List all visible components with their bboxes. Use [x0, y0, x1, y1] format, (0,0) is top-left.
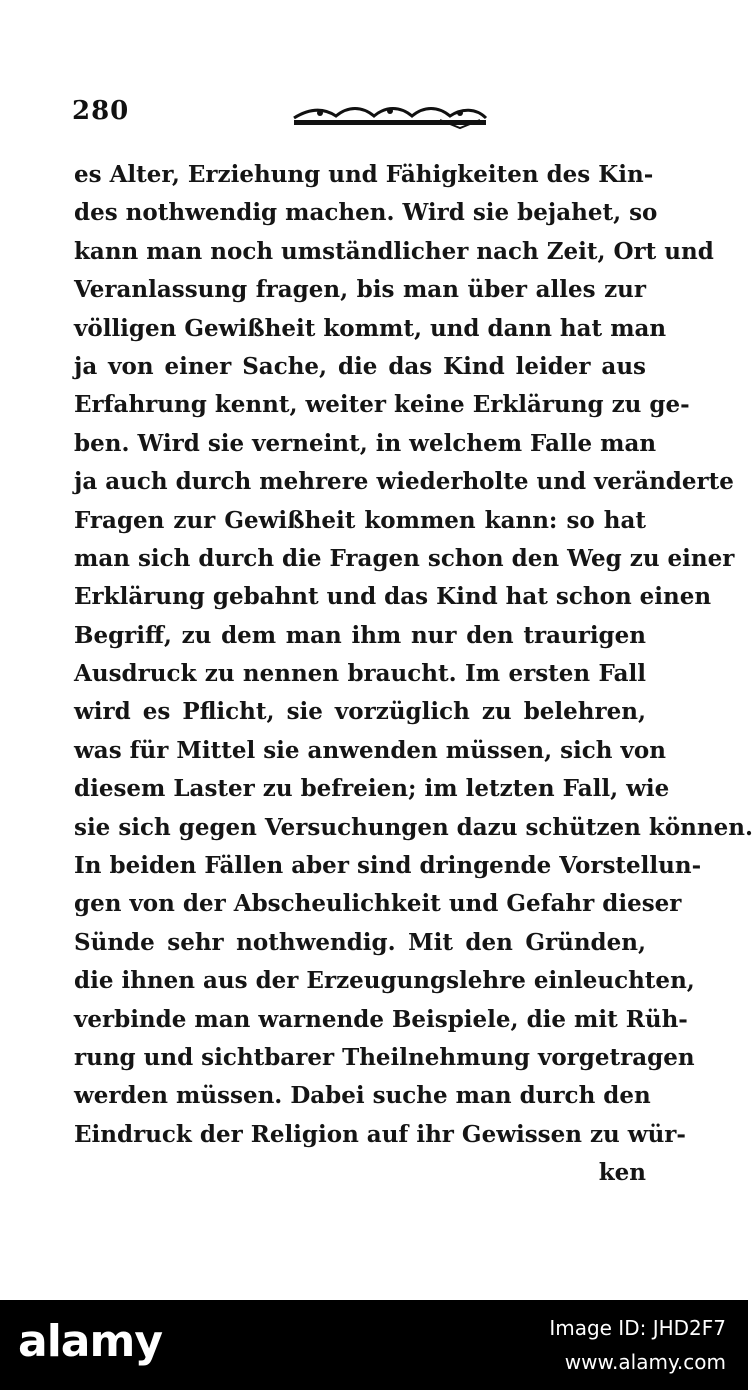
- text-line: völligen Gewißheit kommt, und dann hat man: [74, 314, 667, 342]
- text-line: Erfahrung kennt, weiter keine Erklärung zu ge-: [74, 391, 690, 419]
- text-line: Sünde sehr nothwendig. Mit den Gründen,: [74, 928, 646, 956]
- text-line: diesem Laster zu befreien; im letzten Fall, wie: [74, 775, 670, 803]
- text-line: des nothwendig machen. Wird sie bejahet, so: [74, 199, 658, 227]
- page-number: 280: [72, 96, 130, 126]
- text-line: es Alter, Erziehung und Fähigkeiten des Kin-: [74, 161, 654, 188]
- text-line: gen von der Abscheulichkeit und Gefahr dieser: [74, 890, 682, 918]
- watermark-logo: alamy: [18, 1316, 162, 1367]
- text-line: die ihnen aus der Erzeugungslehre einleuchten,: [74, 967, 695, 995]
- text-line: Begriff, zu dem man ihm nur den traurigen: [74, 621, 646, 649]
- text-line: man sich durch die Fragen schon den Weg zu einer: [74, 544, 735, 572]
- text-line: was für Mittel sie anwenden müssen, sich von: [74, 736, 666, 764]
- text-line: Erklärung gebahnt und das Kind hat schon einen: [74, 583, 712, 611]
- watermark-bar: [0, 1300, 748, 1390]
- image-id-label: Image ID: JHD2F7: [549, 1316, 726, 1340]
- text-line: kann man noch umständlicher nach Zeit, Ort und: [74, 237, 714, 265]
- decorative-rule-ornament: [290, 102, 490, 132]
- text-line: sie sich gegen Versuchungen dazu schützen können.: [74, 813, 753, 841]
- watermark-url: www.alamy.com: [564, 1350, 726, 1374]
- page-header: [72, 94, 652, 138]
- text-line: ja auch durch mehrere wiederholte und veränderte: [74, 468, 734, 496]
- text-line: Ausdruck zu nennen braucht. Im ersten Fall: [74, 660, 646, 688]
- catchword: ken: [598, 1159, 646, 1187]
- text-line: rung und sichtbarer Theilnehmung vorgetragen: [74, 1043, 695, 1071]
- text-line: wird es Pflicht, sie vorzüglich zu belehren,: [74, 698, 646, 726]
- text-line: werden müssen. Dabei suche man durch den: [74, 1082, 651, 1110]
- text-line: Fragen zur Gewißheit kommen kann: so hat: [74, 506, 646, 534]
- body-text: [74, 156, 753, 1193]
- text-line: Eindruck der Religion auf ihr Gewissen zu wür-: [74, 1120, 686, 1148]
- text-line: Veranlassung fragen, bis man über alles zur: [74, 276, 646, 304]
- text-line: In beiden Fällen aber sind dringende Vorstellun-: [74, 852, 702, 880]
- text-line: verbinde man warnende Beispiele, die mit Rüh-: [74, 1005, 688, 1033]
- text-line: ja von einer Sache, die das Kind leider aus: [74, 352, 646, 380]
- text-line: ben. Wird sie verneint, in welchem Falle man: [74, 429, 657, 457]
